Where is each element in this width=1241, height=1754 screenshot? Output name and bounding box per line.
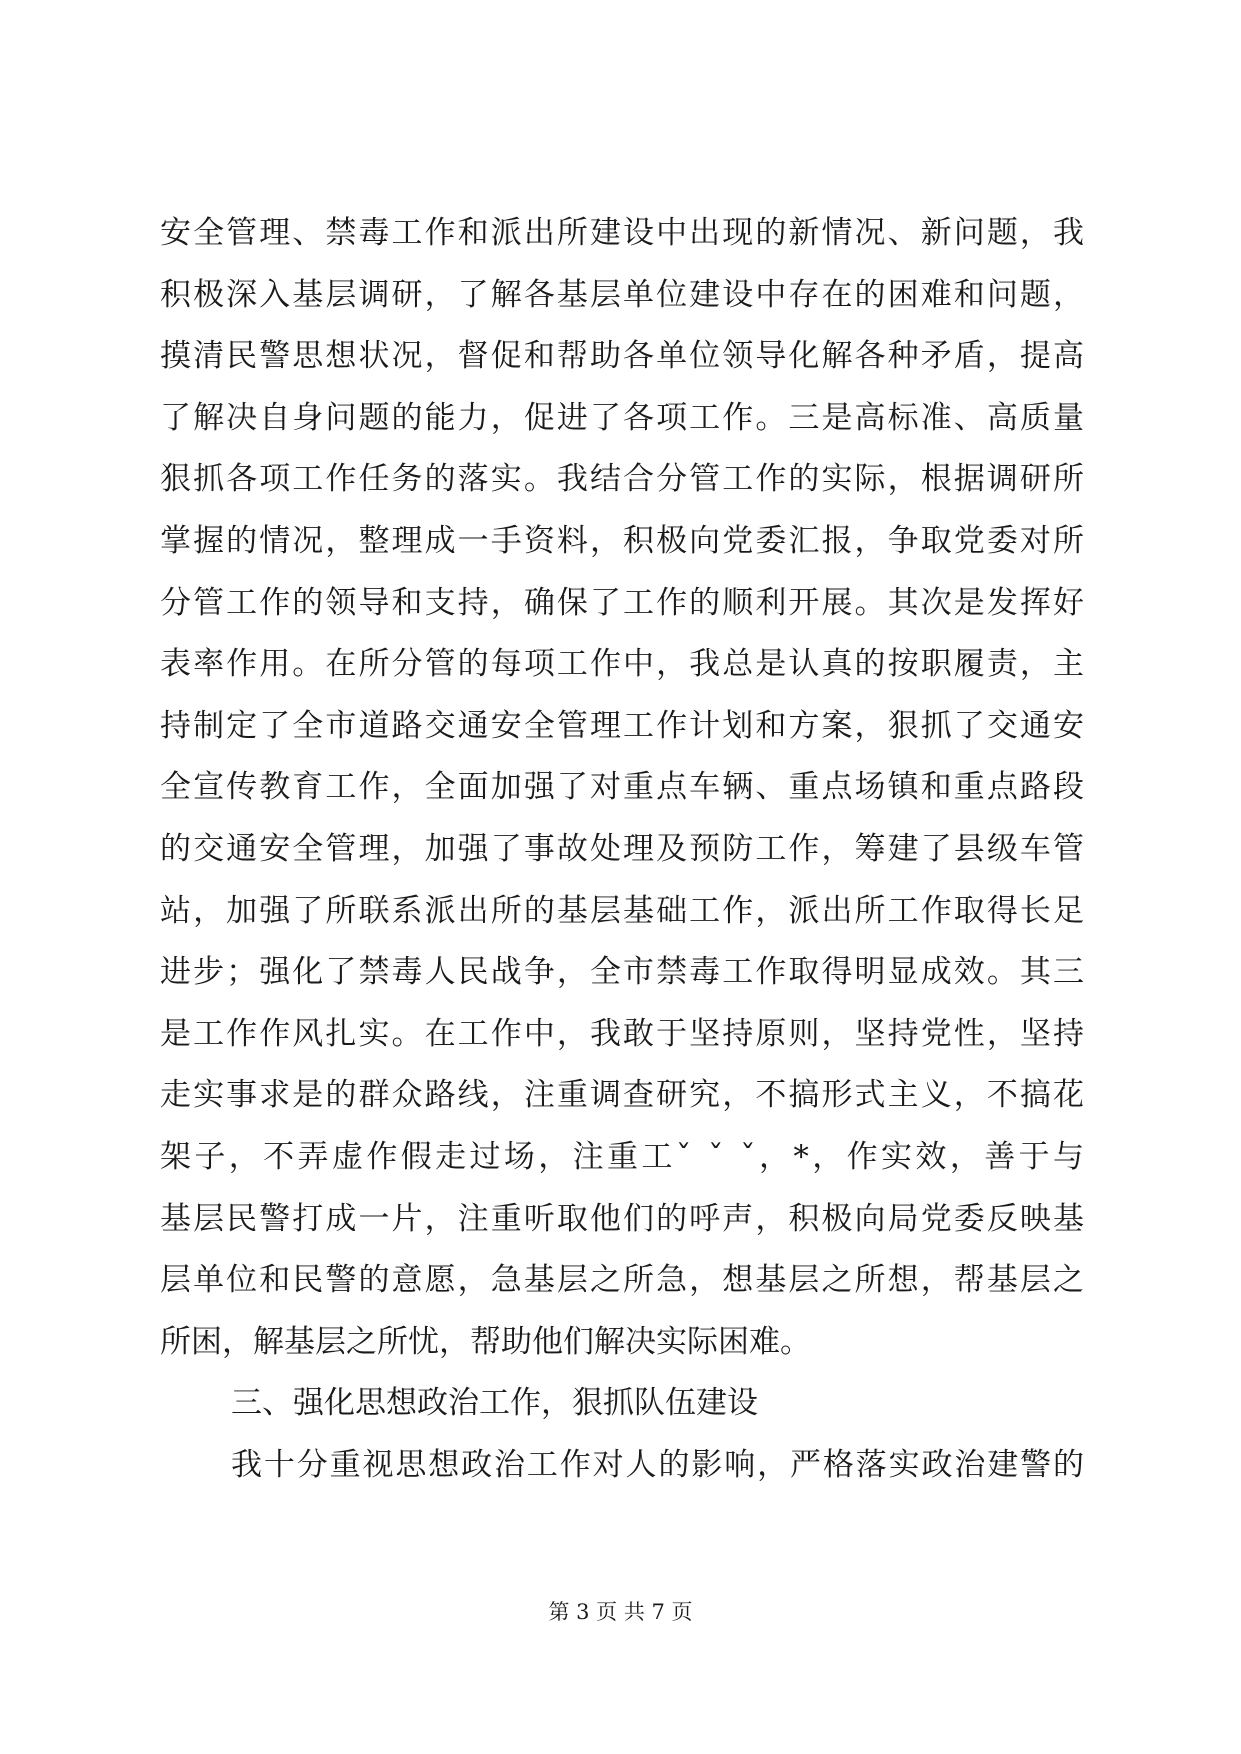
page-footer: 第 3 页 共 7 页 bbox=[548, 1600, 693, 1624]
text-line: 狠抓各项工作任务的落实。我结合分管工作的实际，根据调研所 bbox=[160, 461, 1084, 498]
text-line: 全宣传教育工作，全面加强了对重点车辆、重点场镇和重点路段 bbox=[160, 769, 1084, 806]
text-line: 掌握的情况，整理成一手资料，积极向党委汇报，争取党委对所 bbox=[160, 522, 1084, 559]
text-line: 摸清民警思想状况，督促和帮助各单位领导化解各种矛盾，提高 bbox=[160, 338, 1084, 375]
text-line: 表率作用。在所分管的每项工作中，我总是认真的按职履责，主 bbox=[160, 646, 1084, 683]
text-line: 层单位和民警的意愿，急基层之所急，想基层之所想，帮基层之 bbox=[160, 1262, 1084, 1299]
text-line: 的交通安全管理，加强了事故处理及预防工作，筹建了县级车管 bbox=[160, 830, 1084, 867]
text-line: 持制定了全市道路交通安全管理工作计划和方案，狠抓了交通安 bbox=[160, 707, 1084, 744]
text-line: 分管工作的领导和支持，确保了工作的顺利开展。其次是发挥好 bbox=[160, 584, 1084, 621]
text-line: 了解决自身问题的能力，促进了各项工作。三是高标准、高质量 bbox=[160, 399, 1084, 436]
text-line: 所困，解基层之所忧，帮助他们解决实际困难。 bbox=[160, 1323, 811, 1360]
text-line: 我十分重视思想政治工作对人的影响，严格落实政治建警的 bbox=[231, 1446, 1084, 1483]
text-line: 安全管理、禁毒工作和派出所建设中出现的新情况、新问题，我 bbox=[160, 215, 1084, 251]
text-line: 基层民警打成一片，注重听取他们的呼声，积极向局党委反映基 bbox=[160, 1200, 1084, 1237]
text-line: 架子，不弄虚作假走过场，注重工ˇ ˇ ˇ，*，作实效，善于与 bbox=[160, 1138, 1084, 1175]
text-line: 是工作作风扎实。在工作中，我敢于坚持原则，坚持党性，坚持 bbox=[160, 1015, 1084, 1052]
body-text bbox=[160, 203, 1084, 1496]
section-heading: 三、强化思想政治工作，狠抓队伍建设 bbox=[231, 1385, 758, 1422]
text-line: 积极深入基层调研，了解各基层单位建设中存在的困难和问题， bbox=[160, 276, 1084, 313]
text-line: 站，加强了所联系派出所的基层基础工作，派出所工作取得长足 bbox=[160, 892, 1084, 929]
text-line: 走实事求是的群众路线，注重调查研究，不搞形式主义，不搞花 bbox=[160, 1077, 1084, 1114]
text-line: 进步；强化了禁毒人民战争，全市禁毒工作取得明显成效。其三 bbox=[160, 954, 1084, 991]
